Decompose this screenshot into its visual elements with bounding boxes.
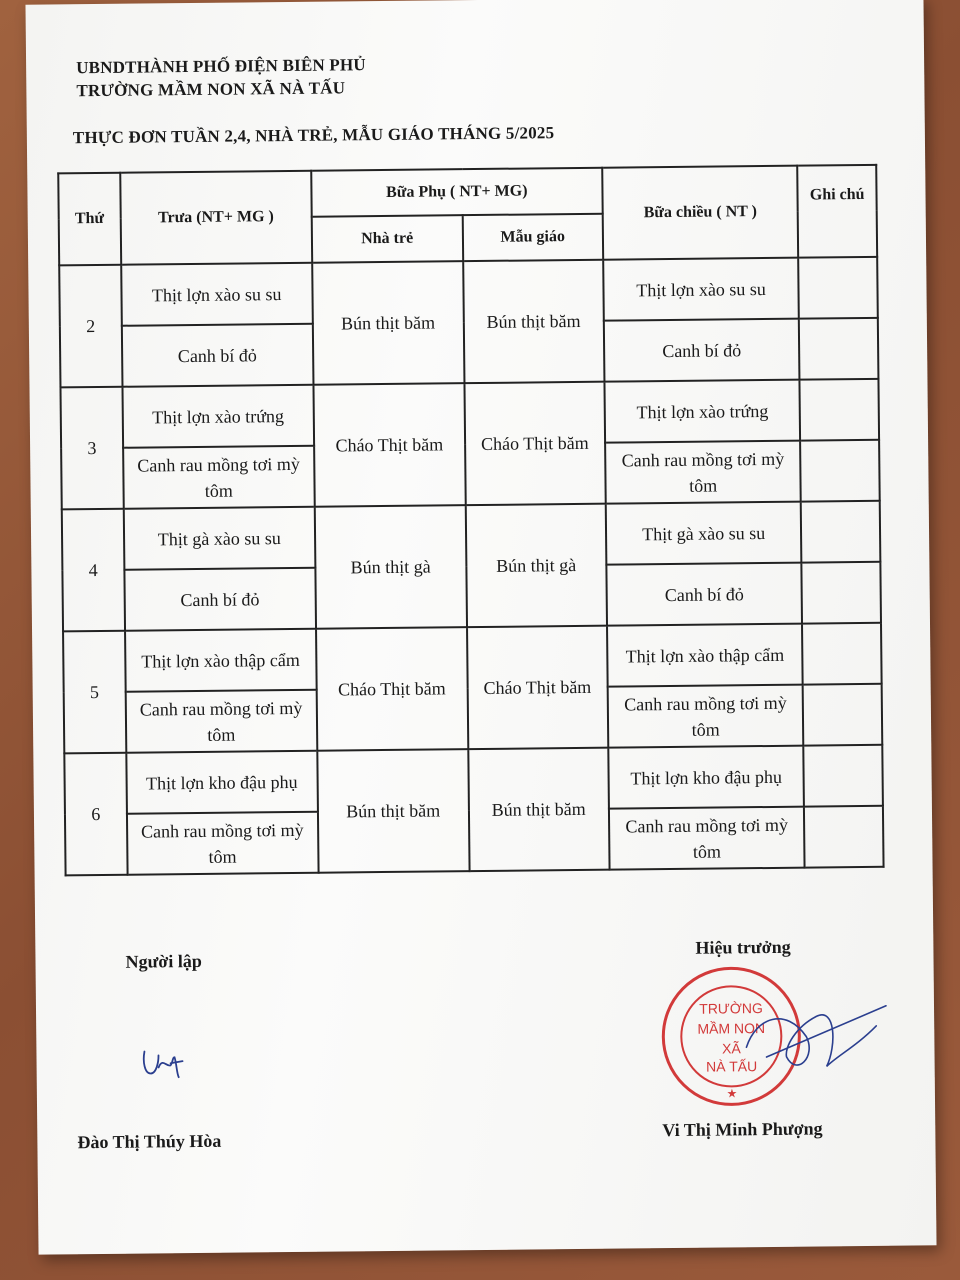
dinner-dish-2: Canh rau mồng tơi mỳ tôm	[608, 685, 804, 748]
document-page	[25, 0, 936, 1255]
note-cell	[803, 684, 882, 746]
lunch-dish-2: Canh rau mồng tơi mỳ tôm	[125, 690, 317, 753]
signature-left	[136, 1043, 206, 1084]
svg-text:MẦM NON: MẦM NON	[697, 1020, 766, 1037]
col-bua-chieu: Bữa chiều ( NT )	[602, 166, 798, 260]
nguoi-lap-label: Người lập	[125, 950, 202, 972]
snack-mau-giao: Cháo Thịt băm	[464, 382, 606, 505]
day-cell: 3	[60, 387, 123, 510]
day-cell: 6	[64, 753, 127, 876]
snack-mau-giao: Cháo Thịt băm	[467, 626, 609, 749]
note-cell	[804, 745, 883, 807]
author-name: Đào Thị Thúy Hòa	[77, 1130, 222, 1153]
dinner-dish-2: Canh bí đỏ	[606, 563, 802, 626]
menu-row	[59, 257, 878, 327]
note-cell	[800, 440, 879, 502]
menu-row	[62, 501, 881, 571]
dinner-dish-1: Thịt lợn xào su su	[603, 258, 799, 321]
col-bua-phu: Bữa Phụ ( NT+ MG)	[311, 168, 603, 217]
snack-nha-tre: Bún thịt gà	[315, 505, 467, 629]
menu-body	[59, 257, 883, 876]
note-cell	[804, 806, 883, 868]
note-cell	[801, 501, 880, 563]
menu-title: THỰC ĐƠN TUẦN 2,4, NHÀ TRẺ, MẪU GIÁO THÁNG 5/2025	[72, 123, 555, 148]
snack-mau-giao: Bún thịt gà	[465, 504, 607, 627]
col-ghi-chu: Ghi chú	[798, 165, 878, 258]
dinner-dish-1: Thịt lợn xào trứng	[604, 380, 800, 443]
note-cell	[802, 623, 881, 685]
menu-table	[57, 164, 884, 877]
note-cell	[799, 257, 878, 319]
day-cell: 2	[59, 265, 122, 388]
col-mau-giao: Mẫu giáo	[462, 214, 603, 261]
signature-right	[726, 986, 897, 1088]
svg-text:XÃ: XÃ	[722, 1040, 741, 1057]
snack-mau-giao: Bún thịt băm	[463, 260, 605, 383]
lunch-dish-2: Canh rau mồng tơi mỳ tôm	[123, 446, 315, 509]
note-cell	[799, 318, 878, 380]
dinner-dish-1: Thịt gà xào su su	[606, 502, 802, 565]
col-thu: Thứ	[58, 173, 121, 266]
lunch-dish-2: Canh rau mồng tơi mỳ tôm	[127, 812, 319, 875]
header-line-1: UBNDTHÀNH PHỐ ĐIỆN BIÊN PHỦ	[76, 55, 366, 78]
snack-nha-tre: Cháo Thịt băm	[316, 627, 468, 751]
svg-text:★: ★	[726, 1086, 738, 1101]
svg-text:TRƯỜNG: TRƯỜNG	[699, 1000, 763, 1017]
dinner-dish-1: Thịt lợn xào thập cẩm	[607, 624, 803, 687]
day-cell: 5	[63, 631, 126, 754]
snack-nha-tre: Bún thịt băm	[317, 749, 469, 873]
lunch-dish-2: Canh bí đỏ	[124, 568, 316, 631]
principal-name: Vi Thị Minh Phượng	[662, 1118, 823, 1141]
snack-nha-tre: Cháo Thịt băm	[313, 383, 465, 507]
lunch-dish-1: Thịt lợn xào su su	[121, 263, 313, 326]
dinner-dish-2: Canh rau mồng tơi mỳ tôm	[609, 807, 805, 870]
snack-mau-giao: Bún thịt băm	[468, 748, 610, 871]
dinner-dish-2: Canh bí đỏ	[604, 319, 800, 382]
lunch-dish-2: Canh bí đỏ	[121, 324, 313, 387]
dinner-dish-1: Thịt lợn kho đậu phụ	[608, 746, 804, 809]
header-line-2: TRƯỜNG MẦM NON XÃ NÀ TẤU	[76, 78, 346, 101]
note-cell	[802, 562, 881, 624]
note-cell	[800, 379, 879, 441]
lunch-dish-1: Thịt lợn xào thập cẩm	[125, 629, 317, 692]
col-trua: Trưa (NT+ MG )	[120, 171, 312, 265]
lunch-dish-1: Thịt lợn xào trứng	[122, 385, 314, 448]
svg-text:NÀ TẤU: NÀ TẤU	[706, 1058, 758, 1075]
hieu-truong-label: Hiệu trưởng	[695, 936, 791, 958]
snack-nha-tre: Bún thịt băm	[312, 261, 464, 385]
col-nha-tre: Nhà trẻ	[312, 215, 463, 263]
menu-row	[63, 623, 882, 693]
lunch-dish-1: Thịt gà xào su su	[123, 507, 315, 570]
day-cell: 4	[62, 509, 125, 632]
menu-row	[64, 745, 883, 815]
menu-row	[60, 379, 879, 449]
lunch-dish-1: Thịt lợn kho đậu phụ	[126, 751, 318, 814]
dinner-dish-2: Canh rau mồng tơi mỳ tôm	[605, 441, 801, 504]
